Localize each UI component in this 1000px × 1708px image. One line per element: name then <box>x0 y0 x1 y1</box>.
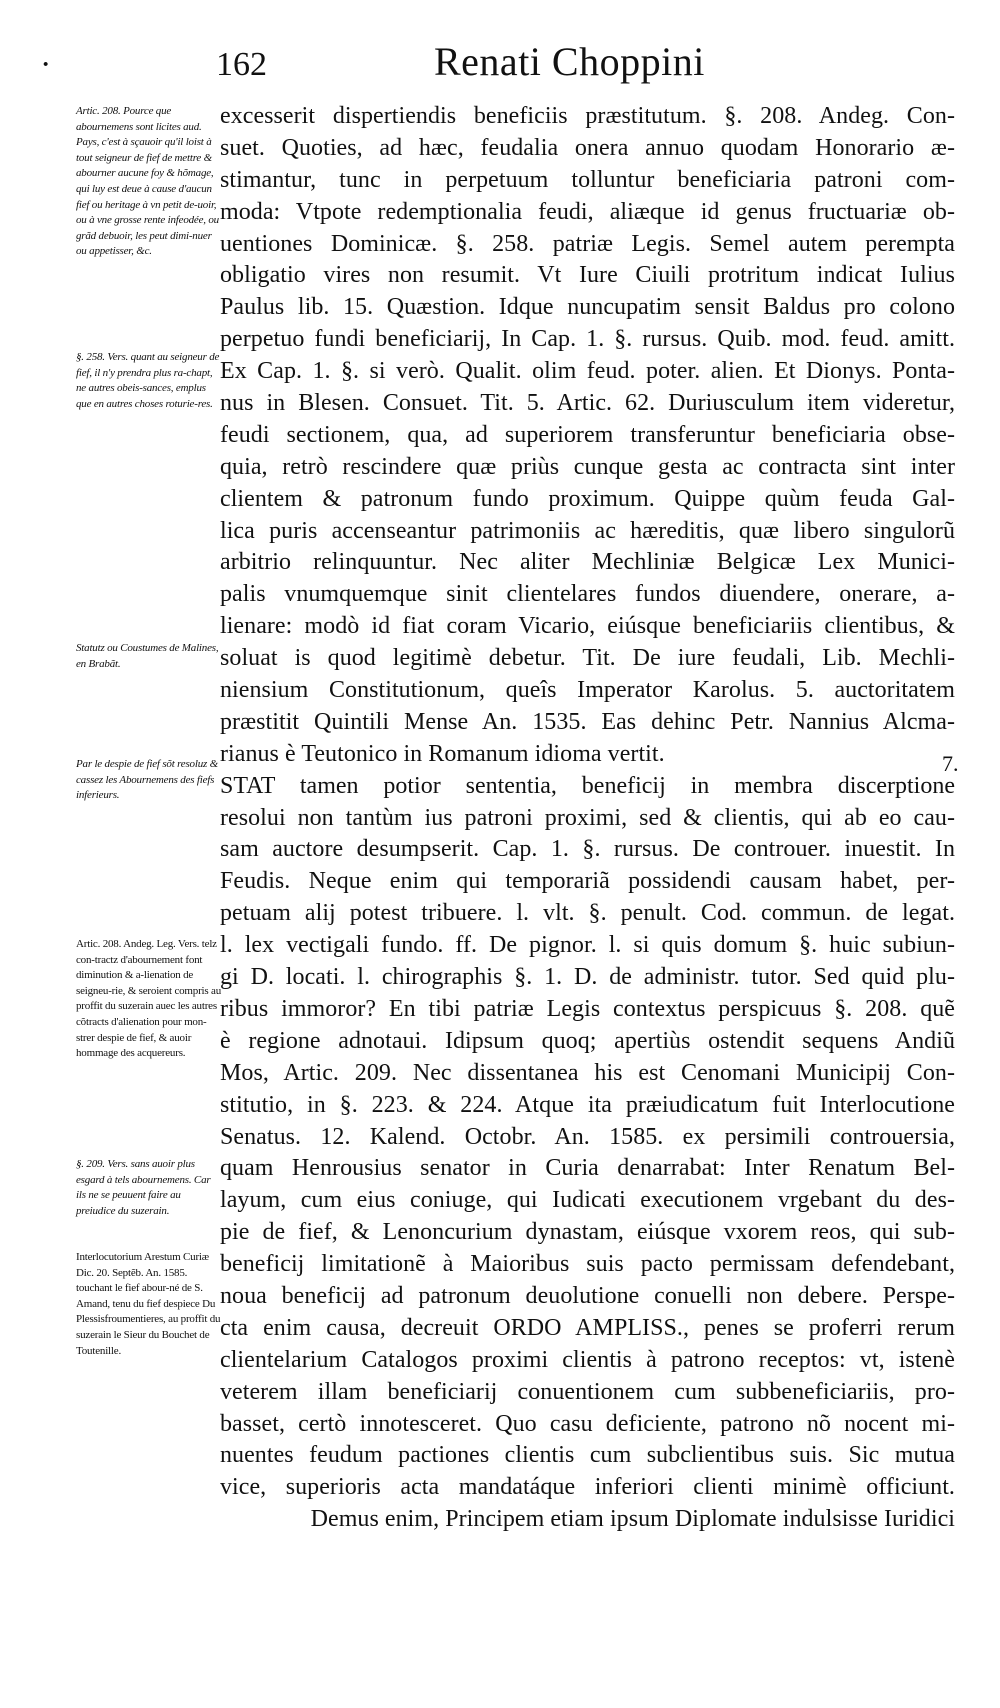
text-line: veterem illam beneficiarij conuentionem cum subbeneficiariis, pro- <box>220 1378 955 1405</box>
text-line: perpetuo fundi beneficiarij, In Cap. 1. §. rursus. Quib. mod. feud. amitt. <box>220 326 955 353</box>
text-line: vice, superioris acta mandatáque inferiori clienti minimè officiunt. <box>220 1474 955 1501</box>
text-line: Ex Cap. 1. §. si verò. Qualit. olim feud. poter. alien. Et Dionys. Ponta- <box>220 358 955 385</box>
text-line: basset, certò innotesceret. Quo casu deficiente, patrono nõ nocent mi- <box>220 1410 955 1437</box>
margin-note-despie: Par le despie de fief sõt resoluz & cassez les Abournemens des fiefs inferieurs. <box>76 758 218 802</box>
text-line: Senatus. 12. Kalend. Octobr. An. 1585. ex persimili controuersia, <box>220 1123 955 1150</box>
text-line: lienare: modò id fiat coram Vicario, eiúsque beneficiariis clientibus, & <box>220 613 955 640</box>
text-line: clientem & patronum fundo proximum. Quippe quùm feuda Gal- <box>220 485 955 512</box>
text-line: lica puris accenseantur patrimoniis ac hæreditis, quæ libero singulorũ <box>220 517 955 544</box>
text-line: uentiones Dominicæ. §. 258. patriæ Legis. Semel autem perempta <box>220 230 955 257</box>
text-line: moda: Vtpote redemptionalia feudi, aliæque id genus fructuariæ ob- <box>220 198 955 225</box>
margin-note-interlocutorium: Interlocutorium Arestum Curiæ Dic. 20. Septẽb. An. 1585. touchant le fief abour-né de S. Amand, tenu du fief despiece Du Plessisfroumentieres, au proffit du suzerain le Sieur du Bouchet de Toutenille. <box>76 1251 221 1357</box>
text-line: rianus è Teutonico in Romanum idioma vertit. <box>220 740 665 767</box>
text-line: clientelarium Catalogos proximi clientis à patrono receptos: vt, istenè <box>220 1346 955 1373</box>
text-line: cta enim causa, decreuit ORDO AMPLISS., penes se proferri rerum <box>220 1314 955 1341</box>
margin-note-258: §. 258. Vers. quant au seigneur de fief, il n'y prendra plus ra-chapt, ne autres obeis-sances, emplus que en autres choses roturie-res. <box>76 351 220 410</box>
text-line: præstitit Quintili Mense An. 1535. Eas dehinc Petr. Nannius Alcma- <box>220 708 955 735</box>
main-text <box>220 101 955 1536</box>
text-line: Mos, Artic. 209. Nec dissentanea his est Cenomani Municipij Con- <box>220 1059 955 1086</box>
text-line: petuam alij potest tribuere. l. vlt. §. penult. Cod. commun. de legat. <box>220 900 955 927</box>
margin-note-209: §. 209. Vers. sans auoir plus esgard à tels abournemens. Car ils ne se peuuent faire au preiudice du suzerain. <box>76 1158 211 1217</box>
catchword: Demus enim, Principem etiam ipsum Diplomate indulsisse Iuridici <box>310 1506 955 1533</box>
paragraph-start: STAT tamen potior sententia, beneficij in membra discerptione <box>220 772 955 799</box>
text-line: nuentes feudum pactiones clientis cum subclientibus suis. Sic mutua <box>220 1442 955 1469</box>
text-line: gi D. locati. l. chirographis §. 1. D. de administr. tutor. Sed quid plu- <box>220 964 955 991</box>
stray-mark: · <box>40 46 52 83</box>
text-line: stitutio, in §. 223. & 224. Atque ita præiudicatum fuit Interlocutione <box>220 1091 955 1118</box>
text-line: Feudis. Neque enim qui temporariã possidendi causam habet, per- <box>220 868 955 895</box>
text-line: obligatio vires non resumit. Vt Iure Ciuili protritum indicat Iulius <box>220 262 955 289</box>
text-line: ribus immoror? En tibi patriæ Legis contextus perspicuus §. 208. quẽ <box>220 995 955 1022</box>
text-line: resolui non tantùm ius patroni proximi, sed & clientis, qui ab eo cau- <box>220 804 955 831</box>
text-line: suet. Quoties, ad hæc, feudalia onera annuo quodam Honorario æ- <box>220 134 955 161</box>
text-line: palis vnumquemque sinit clientelares fundos diuendere, onerare, a- <box>220 581 955 608</box>
text-line: soluat is quod legitimè debetur. Tit. De iure feudali, Lib. Mechli- <box>220 645 955 672</box>
text-line: l. lex vectigali fundo. ff. De pignor. l. si quis domum §. huic subiun- <box>220 932 955 959</box>
text-line: nus in Blesen. Consuet. Tit. 5. Artic. 62. Duriusculum item videretur, <box>220 390 955 417</box>
text-line: layum, cum eius coniuge, qui Iudicati executionem vrgebant du des- <box>220 1187 955 1214</box>
text-line: quia, retrò rescindere quæ priùs cunque gesta ac contracta sint inter <box>220 453 955 480</box>
margin-note-artic-208: Artic. 208. Pource que abournemens sont licites aud. Pays, c'est à sçauoir qu'il loist à tout seigneur de fief de mettre & abourner aucune foy & hõmage, qui luy est deue à cause d'aucun fief ou heritage à vn petit de-uoir, ou à vne grosse rente infeodée, ou grãd debuoir, les peut dimi-nuer ou appetisser, &c. <box>76 105 219 258</box>
text-line: è regione adnotaui. Idipsum quoq; apertiùs ostendit sequens Andiũ <box>220 1027 955 1054</box>
text-line: feudi sectionem, qua, ad superiorem transferuntur beneficiaria obse- <box>220 421 955 448</box>
text-line: beneficij limitationẽ à Maioribus suis pacto permissam defendebant, <box>220 1251 955 1278</box>
text-line: Paulus lib. 15. Quæstion. Idque nuncupatim sensit Baldus pro colono <box>220 294 955 321</box>
text-line: sam auctore desumpserit. Cap. 1. §. rursus. De controuer. inuestit. In <box>220 836 955 863</box>
text-line: noua beneficij ad patronum deuolutione conuelli non debere. Perspe- <box>220 1282 955 1309</box>
running-title: Renati Choppini <box>434 39 705 84</box>
page-number: 162 <box>216 46 267 83</box>
section-number: 7. <box>942 751 959 776</box>
text-line: pie de fief, & Lenoncurium dynastam, eiúsque vxorem reos, qui sub- <box>220 1219 955 1246</box>
text-line: stimantur, tunc in perpetuum tolluntur beneficiaria patroni com- <box>220 166 955 193</box>
text-line: excesserit dispertiendis beneficiis præstitutum. §. 208. Andeg. Con- <box>220 103 955 129</box>
margin-note-statutz: Statutz ou Coustumes de Malines, en Brabãt. <box>76 642 219 670</box>
text-line: quam Henrousius senator in Curia denarrabat: Inter Renatum Bel- <box>220 1155 955 1182</box>
margin-note-artic-208-andeg: Artic. 208. Andeg. Leg. Vers. telz con-tractz d'abournement font diminution & a-lienation de seigneu-rie, & seroient compris au proffit du suzerain auec les autres cõtracts d'alienation pour mon-strer despie de fief, & auoir hommage des acquereurs. <box>76 938 222 1060</box>
text-line: arbitrio relinquuntur. Nec aliter Mechliniæ Belgicæ Lex Munici- <box>220 549 955 576</box>
page-header <box>0 38 1000 88</box>
text-line: niensium Constitutionum, queîs Imperator Karolus. 5. auctoritatem <box>220 677 955 704</box>
